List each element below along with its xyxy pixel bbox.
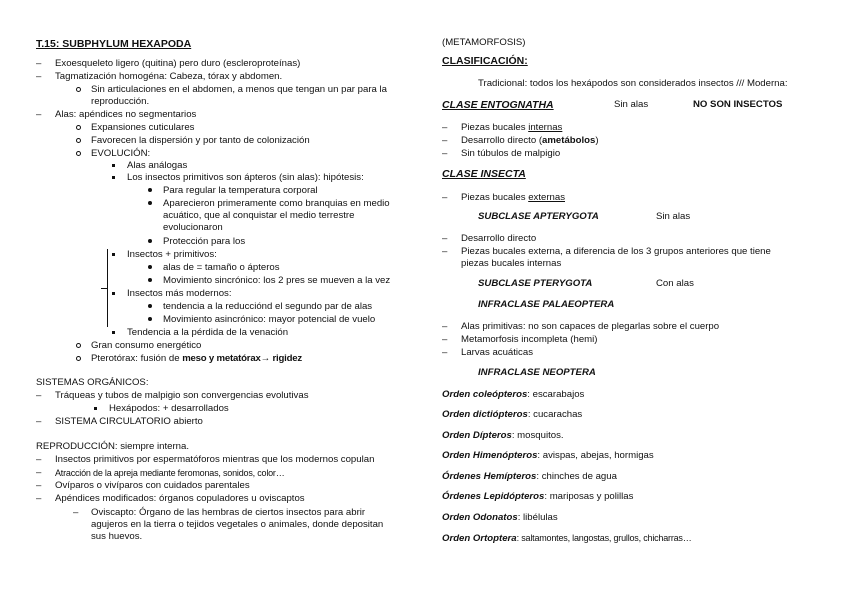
list-item-text: Piezas bucales	[461, 192, 529, 203]
list-item: –	[442, 321, 448, 332]
list-item: Alas: apéndices no segmentarios	[55, 109, 197, 120]
list-item: alas de = tamaño o ápteros	[163, 262, 280, 273]
list-item: Los insectos primitivos son ápteros (sin alas): hipótesis:	[127, 172, 364, 183]
list-item: –	[442, 246, 448, 257]
order-desc: : saltamontes, langostas, grullos, chicharras…	[516, 533, 692, 543]
class-note: Sin alas	[614, 99, 649, 110]
class-heading: CLASE ENTOGNATHA	[442, 99, 554, 111]
list-item: Piezas bucales externa, a diferencia de los 3 grupos anteriores que tiene	[461, 246, 771, 257]
order-desc: : cucarachas	[527, 409, 583, 420]
class-note: NO SON INSECTOS	[693, 99, 783, 110]
order-item	[442, 532, 692, 545]
order-desc: : escarabajos	[527, 389, 585, 400]
bullet-icon	[76, 340, 81, 352]
list-item: Expansiones cuticulares	[91, 122, 195, 133]
section-heading: (METAMORFOSIS)	[442, 37, 526, 48]
list-item: Tagmatización homogéna: Cabeza, tórax y abdomen.	[55, 71, 283, 82]
bullet-icon	[148, 275, 152, 287]
list-item: evolucionaron	[163, 222, 223, 233]
list-item-text: Pterotórax: fusión de	[91, 353, 183, 364]
bullet-icon	[76, 353, 81, 365]
order-name: Orden Ortoptera	[442, 533, 517, 544]
order-item	[442, 389, 584, 401]
order-name: Orden Dípteros	[442, 430, 512, 441]
bullet-icon	[148, 314, 152, 326]
list-item: –	[73, 507, 79, 518]
list-item: SISTEMA CIRCULATORIO abierto	[55, 416, 203, 427]
list-item: Movimiento asincrónico: mayor potencial de vuelo	[163, 314, 376, 325]
bullet-icon	[148, 198, 152, 210]
list-item: acuático, que al conquistar el medio terrestre	[163, 210, 355, 221]
list-item-text: )	[595, 135, 599, 146]
list-item: Alas análogas	[127, 160, 188, 171]
list-item-underline: externas	[528, 192, 565, 203]
class-note: Con alas	[656, 278, 694, 289]
list-item-underline: internas	[528, 122, 563, 133]
order-name: Órdenes Lepidópteros	[442, 491, 545, 502]
list-item: Tráqueas y tubos de malpigio son convergencias evolutivas	[55, 390, 309, 401]
list-item	[461, 135, 599, 147]
order-name: Órdenes Hemípteros	[442, 471, 537, 482]
list-item-bold: meso y metatórax→ rigidez	[182, 353, 302, 364]
list-item: sus huevos.	[91, 531, 143, 542]
class-heading: CLASE INSECTA	[442, 168, 526, 180]
class-note: Sin alas	[656, 211, 691, 222]
order-name: Orden coleópteros	[442, 389, 528, 400]
list-item: Protección para los	[163, 236, 246, 247]
infraclass-heading: INFRACLASE NEOPTERA	[478, 367, 596, 378]
list-item: tendencia a la reducciónd el segundo par de alas	[163, 301, 373, 312]
list-item: Hexápodos: + desarrollados	[109, 403, 229, 414]
list-item-bold: ametábolos	[542, 135, 596, 146]
list-item: –	[36, 480, 42, 491]
bullet-icon	[148, 185, 152, 197]
bullet-icon	[76, 148, 81, 160]
bullet-icon	[94, 403, 97, 415]
subclass-heading: SUBCLASE PTERYGOTA	[478, 278, 593, 289]
bullet-icon	[76, 122, 81, 134]
order-item	[442, 430, 564, 442]
list-item: –	[36, 416, 42, 427]
list-item: Favorecen la dispersión y por tanto de colonización	[91, 135, 310, 146]
list-item: Gran consumo energético	[91, 340, 202, 351]
list-item: –	[442, 148, 448, 159]
bullet-icon	[112, 160, 115, 172]
paragraph: Tradicional: todos los hexápodos son considerados insectos /// Moderna:	[478, 78, 788, 89]
section-heading: REPRODUCCIÓN: siempre interna.	[36, 441, 190, 452]
section-heading: SISTEMAS ORGÁNICOS:	[36, 377, 149, 388]
bullet-icon	[148, 236, 152, 248]
bullet-icon	[112, 288, 115, 300]
subclass-heading: SUBCLASE APTERYGOTA	[478, 211, 599, 222]
list-item: –	[442, 192, 448, 203]
list-item: Aparecieron primeramente como branquias en medio	[163, 198, 390, 209]
list-item: Oviscapto: Órgano de las hembras de ciertos insectos para abrir	[91, 507, 366, 518]
order-desc: : chinches de agua	[536, 471, 617, 482]
order-item	[442, 409, 582, 421]
order-desc: : avispas, abejas, hormigas	[537, 450, 654, 461]
bullet-icon	[148, 301, 152, 313]
order-item	[442, 471, 617, 483]
order-item	[442, 512, 558, 524]
order-desc: : mariposas y polillas	[544, 491, 634, 502]
bullet-icon	[76, 84, 81, 96]
list-item: –	[36, 493, 42, 504]
list-item: Sin túbulos de malpigio	[461, 148, 561, 159]
order-desc: : mosquitos.	[511, 430, 564, 441]
list-item: Tendencia a la pérdida de la venación	[127, 327, 289, 338]
list-item: EVOLUCIÓN:	[91, 148, 151, 159]
list-item: Movimiento sincrónico: los 2 pres se mueven a la vez	[163, 275, 391, 286]
page-title: T.15: SUBPHYLUM HEXAPODA	[36, 38, 192, 50]
bullet-icon	[112, 327, 115, 339]
bullet-icon	[112, 172, 115, 184]
list-item: –	[36, 467, 42, 478]
list-item	[91, 353, 302, 365]
list-item: Alas primitivas: no son capaces de plegarlas sobre el cuerpo	[461, 321, 720, 332]
list-item: Insectos + primitivos:	[127, 249, 217, 260]
order-item	[442, 491, 633, 503]
order-name: Orden Himenópteros	[442, 450, 538, 461]
list-item	[461, 122, 562, 134]
order-name: Orden dictiópteros	[442, 409, 528, 420]
list-item: –	[36, 71, 42, 82]
infraclass-heading: INFRACLASE PALAEOPTERA	[478, 299, 615, 310]
list-item: piezas bucales internas	[461, 258, 562, 269]
list-item: –	[36, 58, 42, 69]
list-item-text: Piezas bucales	[461, 122, 529, 133]
order-name: Orden Odonatos	[442, 512, 518, 523]
list-item: Ovíparos o vivíparos con cuidados parentales	[55, 480, 250, 491]
bullet-icon	[76, 135, 81, 147]
list-item: Metamorfosis incompleta (hemi)	[461, 334, 598, 345]
brace-bracket	[107, 249, 108, 327]
list-item: –	[442, 233, 448, 244]
order-item	[442, 450, 654, 462]
list-item: –	[442, 135, 448, 146]
list-item: Para regular la temperatura corporal	[163, 185, 318, 196]
bullet-icon	[148, 262, 152, 274]
list-item: –	[442, 334, 448, 345]
list-item: –	[442, 122, 448, 133]
list-item: –	[36, 109, 42, 120]
list-item: –	[442, 347, 448, 358]
list-item: Insectos primitivos por espermatóforos mientras que los modernos copulan	[55, 454, 375, 465]
list-item: Insectos más modernos:	[127, 288, 232, 299]
section-heading: CLASIFICACIÓN:	[442, 55, 528, 67]
list-item: –	[36, 454, 42, 465]
list-item: agujeros en la tierra o tejidos vegetales o animales, donde depositan	[91, 519, 384, 530]
list-item: Atracción de la apreja mediante feromonas, sonidos, color…	[55, 468, 285, 478]
list-item	[461, 192, 565, 204]
list-item: Exoesqueleto ligero (quitina) pero duro (escleroproteínas)	[55, 58, 301, 69]
list-item: Sin articulaciones en el abdomen, a menos que tengan un par para la	[91, 84, 388, 95]
brace-tick	[101, 288, 107, 289]
list-item: Larvas acuáticas	[461, 347, 533, 358]
list-item: –	[36, 390, 42, 401]
list-item: Apéndices modificados: órganos copuladores u oviscaptos	[55, 493, 305, 504]
bullet-icon	[112, 249, 115, 261]
order-desc: : libélulas	[517, 512, 558, 523]
list-item-text: Desarrollo directo (	[461, 135, 543, 146]
list-item: reproducción.	[91, 96, 150, 107]
list-item: Desarrollo directo	[461, 233, 537, 244]
